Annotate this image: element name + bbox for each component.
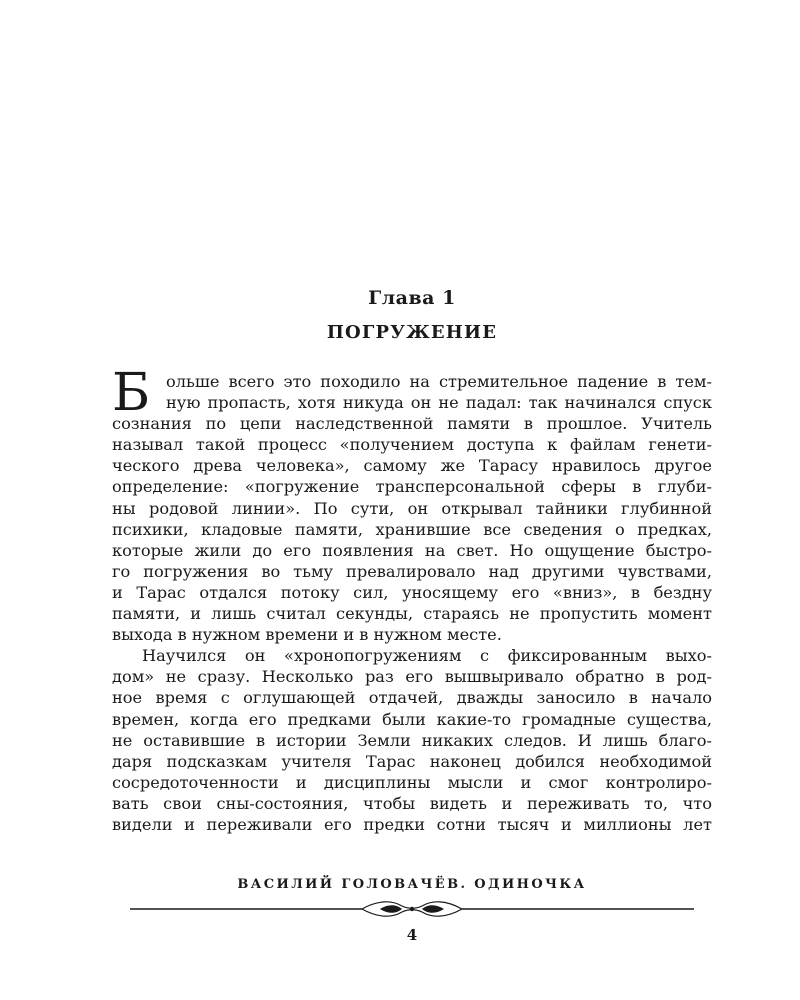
text-line: и Тарас отдался потоку сил, уносящему его «вниз», в бездну	[112, 582, 712, 602]
text-line: ную пропасть, хотя никуда он не падал: так начинался спуск	[166, 393, 712, 413]
text-line: ны родовой линии». По сути, он открывал тайники глубинной	[112, 498, 712, 518]
text-line: которые жили до его появления на свет. Но ощущение быстро-	[112, 540, 712, 560]
text-line: сосредоточенности и дисциплины мысли и смог контролиро-	[112, 772, 712, 792]
text-line: Научился он «хронопогружениям с фиксированным выхо-	[142, 646, 712, 666]
page-number: 4	[406, 926, 418, 944]
chapter-body	[112, 363, 712, 835]
text-line: времен, когда его предками были какие-то громадные существа,	[112, 709, 712, 729]
drop-cap: Б	[112, 363, 151, 423]
text-line: определение: «погружение трансперсональной сферы в глуби-	[112, 477, 712, 497]
chapter-title: ПОГРУЖЕНИЕ	[326, 322, 498, 343]
text-line: называл такой процесс «получением доступа к файлам генети-	[112, 435, 712, 455]
footer-ornament-divider	[130, 898, 694, 920]
text-line: не оставившие в истории Земли никаких следов. И лишь благо-	[112, 730, 712, 750]
book-page	[112, 0, 712, 1000]
text-line: ольше всего это походило на стремительное падение в тем-	[166, 372, 712, 391]
text-line: памяти, и лишь считал секунды, стараясь не пропустить момент	[112, 604, 712, 624]
text-line: ческого древа человека», самому же Тарасу нравилось другое	[112, 456, 712, 476]
text-line: дом» не сразу. Несколько раз его вышвыривало обратно в род-	[112, 667, 712, 687]
text-line: сознания по цепи наследственной памяти в прошлое. Учитель	[112, 414, 712, 434]
text-line: видели и переживали его предки сотни тысяч и миллионы лет	[112, 814, 712, 834]
text-line: го погружения во тьму превалировало над другими чувствами,	[112, 561, 712, 581]
text-line: психики, кладовые памяти, хранившие все сведения о предках,	[112, 519, 712, 539]
text-line: ное время с оглушающей отдачей, дважды заносило в начало	[112, 688, 712, 708]
text-line: даря подсказкам учителя Тарас наконец добился необходимой	[112, 751, 712, 771]
text-line: выхода в нужном времени и в нужном месте.	[112, 625, 502, 645]
running-footer-title: ВАСИЛИЙ ГОЛОВАЧЁВ. ОДИНОЧКА	[237, 877, 587, 892]
chapter-number: Глава 1	[368, 287, 456, 309]
text-line: вать свои сны-состояния, чтобы видеть и переживать то, что	[112, 793, 712, 813]
